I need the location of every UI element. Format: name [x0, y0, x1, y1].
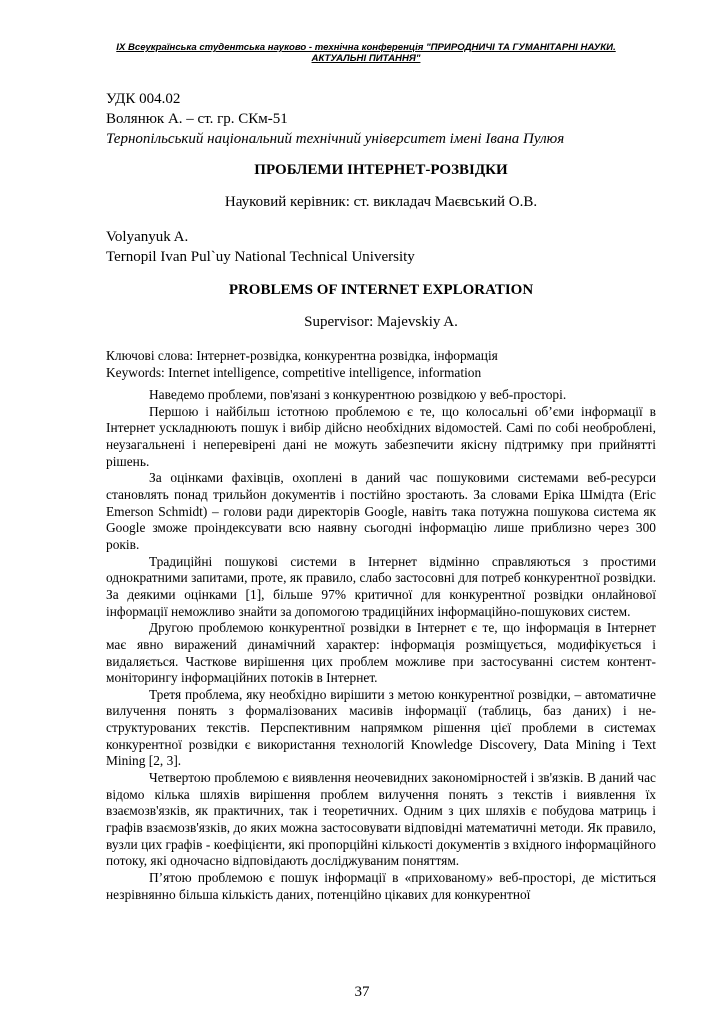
paragraph: Першою і найбільш істотною проблемою є те, що колосальні об’єми інформації в Інтернет ускладнюють пошук і вибір дійсно необхідних відомостей. Самі по собі необроблені, неузагальнені і неперевірені дані не можуть забезпечити якісну підтримку при прийнятті рішень.: [106, 403, 656, 469]
keywords-ua: Ключові слова: Інтернет-розвідка, конкурентна розвідка, інформація: [106, 348, 498, 363]
udc-code: УДК 004.02: [106, 91, 181, 107]
supervisor-en: Supervisor: Majevskiy A.: [304, 314, 458, 330]
author-en: Volyanyuk A.: [106, 229, 189, 245]
article-body: [106, 387, 656, 903]
page-number: 37: [354, 984, 370, 1000]
title-ua: ПРОБЛЕМИ ІНТЕРНЕТ-РОЗВІДКИ: [254, 162, 508, 178]
paragraph: Другою проблемою конкурентної розвідки в Інтернет є те, що інформація в Інтернет має явно виражений динамічний характер: інформація розміщується, модифікується і видаляється. Часткове вирішення цих проблем можливе при застосуванні систем контент-моніторингу інформаційних потоків в Інтернет.: [106, 620, 656, 686]
supervisor-ua: Науковий керівник: ст. викладач Маєвський О.В.: [224, 194, 538, 210]
paragraph: Третя проблема, яку необхідно вирішити з метою конкурентної розвідки, – автоматичне вилучення понять з формалізованих масивів інформації (таблиць, баз даних) і не-структурованих текстів. Перспективним напрямком рішення цієї проблеми в системах конкурентної розвідки є використання технологій Knowledge Discovery, Data Mining і Text Mining [2, 3].: [106, 686, 656, 769]
paragraph: Традиційні пошукові системи в Інтернет відмінно справляються з простими однократними запитами, проте, як правило, слабо застосовні для потреб конкурентної розвідки. За деякими оцінками [1], більше 97% критичної для конкурентної розвідки онлайнової інформації неможливо знайти за допомогою традиційних інформаційно-пошукових систем.: [106, 553, 656, 619]
paragraph: Четвертою проблемою є виявлення неочевидних закономірностей і зв'язків. В даний час відомо кілька шляхів вирішення проблем вилучення понять з текстів і виявлення їх взаємозв'язків, як практичних, так і теоретичних. Одним з цих шляхів є побудова матриць і графів взаємозв'язків, до яких можна застосовувати відповідні математичні методи. Як правило, вузли цих графів - коефіцієнти, які пропорційні кількості документів з вхідного інформаційного потоку, які одночасно відповідають досліджуваним поняттям.: [106, 770, 656, 869]
author-ua: Волянюк А. – ст. гр. СКм-51: [106, 111, 288, 127]
paragraph: За оцінками фахівців, охоплені в даний час пошуковими системами веб-ресурси становлять понад трильйон документів і постійно зростають. За словами Еріка Шмідта (Eric Emerson Schmidt) – голови ради директорів Google, навіть така потужна пошукова система як Google зможе проіндексувати всю наявну сьогодні інформацію лише приблизно через 300 років.: [106, 470, 656, 552]
paragraph: Наведемо проблеми, пов'язані з конкурентною розвідкою у веб-просторі.: [149, 387, 567, 402]
affiliation-ua: Тернопільський національний технічний університет імені Івана Пулюя: [106, 131, 565, 147]
keywords-en: Keywords: Internet intelligence, competitive intelligence, information: [106, 365, 482, 380]
affiliation-en: Ternopil Ivan Pul`uy National Technical University: [106, 249, 415, 265]
conference-header: IX Всеукраїнська студентська науково - технічна конференція "ПРИРОДНИЧІ ТА ГУМАНІТАРНІ НАУКИ. АКТУАЛЬНІ ПИТАННЯ": [116, 42, 616, 64]
paragraph: П’ятою проблемою є пошук інформації в «прихованому» веб-просторі, де міститься незрівнянно більша кількість даних, потенційно цікавих для конкурентної: [106, 870, 656, 902]
title-en: PROBLEMS OF INTERNET EXPLORATION: [228, 282, 534, 298]
